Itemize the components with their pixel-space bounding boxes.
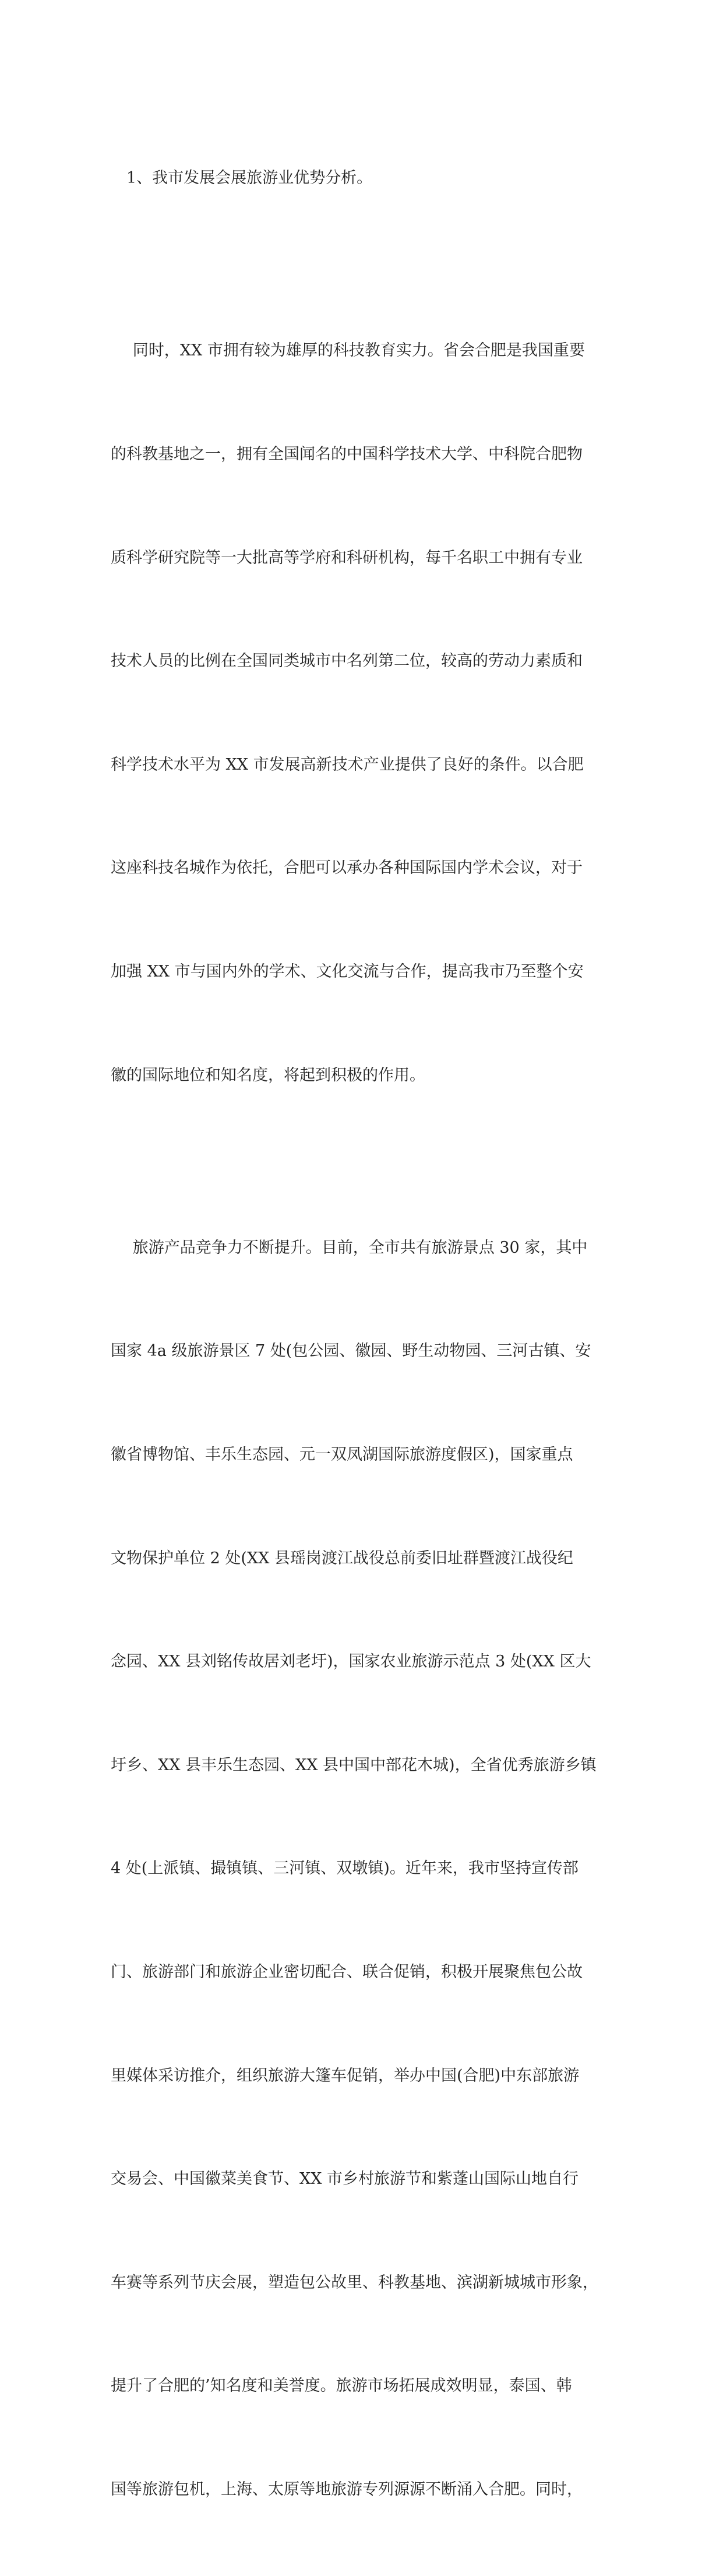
heading-text: 1、我市发展会展旅游业优势分析。 <box>126 169 373 188</box>
paragraph-line: 圩乡、XX 县丰乐生态园、XX 县中国中部花木城)，全省优秀旅游乡镇 <box>111 1756 597 1774</box>
paragraph-line: 国家 4a 级旅游景区 7 处(包公园、徽园、野生动物园、三河古镇、安 <box>111 1342 591 1361</box>
paragraph-line: 国等旅游包机，上海、太原等地旅游专列源源不断涌入合肥。同时， <box>111 2480 583 2499</box>
paragraph-line: 车赛等系列节庆会展，塑造包公故里、科教基地、滨湖新城城市形象， <box>111 2273 598 2292</box>
paragraph-line: 质科学研究院等一大批高等学府和科研机构，每千名职工中拥有专业 <box>111 548 583 567</box>
paragraph-tourism-products <box>111 1161 613 2575</box>
paragraph-line: 旅游产品竞争力不断提升。目前，全市共有旅游景点 30 家，其中 <box>132 1238 588 1257</box>
paragraph-line: 的科教基地之一，拥有全国闻名的中国科学技术大学、中科院合肥物 <box>111 445 583 464</box>
paragraph-line: 徽省博物馆、丰乐生态园、元一双凤湖国际旅游度假区)，国家重点 <box>111 1445 573 1464</box>
paragraph-line: 提升了合肥的’知名度和美誉度。旅游市场拓展成效明显，泰国、韩 <box>111 2377 572 2395</box>
paragraph-line: 里媒体采访推介，组织旅游大篷车促销，举办中国(合肥)中东部旅游 <box>111 2066 580 2085</box>
paragraph-line: 文物保护单位 2 处(XX 县瑶岗渡江战役总前委旧址群暨渡江战役纪 <box>111 1549 573 1567</box>
document-body <box>111 92 613 2576</box>
paragraph-line: 念园、XX 县刘铭传故居刘老圩)，国家农业旅游示范点 3 处(XX 区大 <box>111 1652 591 1671</box>
paragraph-line: 同时，XX 市拥有较为雄厚的科技教育实力。省会合肥是我国重要 <box>132 341 585 360</box>
paragraph-line: 科学技术水平为 XX 市发展高新技术产业提供了良好的条件。以合肥 <box>111 755 584 774</box>
paragraph-line: 徽的国际地位和知名度，将起到积极的作用。 <box>111 1066 425 1084</box>
section-heading <box>111 92 613 265</box>
paragraph-line: 加强 XX 市与国内外的学术、文化交流与合作，提高我市乃至整个安 <box>111 963 584 981</box>
paragraph-line: 4 处(上派镇、撮镇镇、三河镇、双墩镇)。近年来，我市坚持宣传部 <box>111 1859 579 1878</box>
paragraph-science-education <box>111 265 613 1161</box>
paragraph-line: 这座科技名城作为依托，合肥可以承办各种国际国内学术会议，对于 <box>111 859 583 878</box>
paragraph-line: 门、旅游部门和旅游企业密切配合、联合促销，积极开展聚焦包公故 <box>111 1962 583 1981</box>
paragraph-line: 交易会、中国徽菜美食节、XX 市乡村旅游节和紫蓬山国际山地自行 <box>111 2170 579 2189</box>
paragraph-line: 技术人员的比例在全国同类城市中名列第二位，较高的劳动力素质和 <box>111 652 583 671</box>
